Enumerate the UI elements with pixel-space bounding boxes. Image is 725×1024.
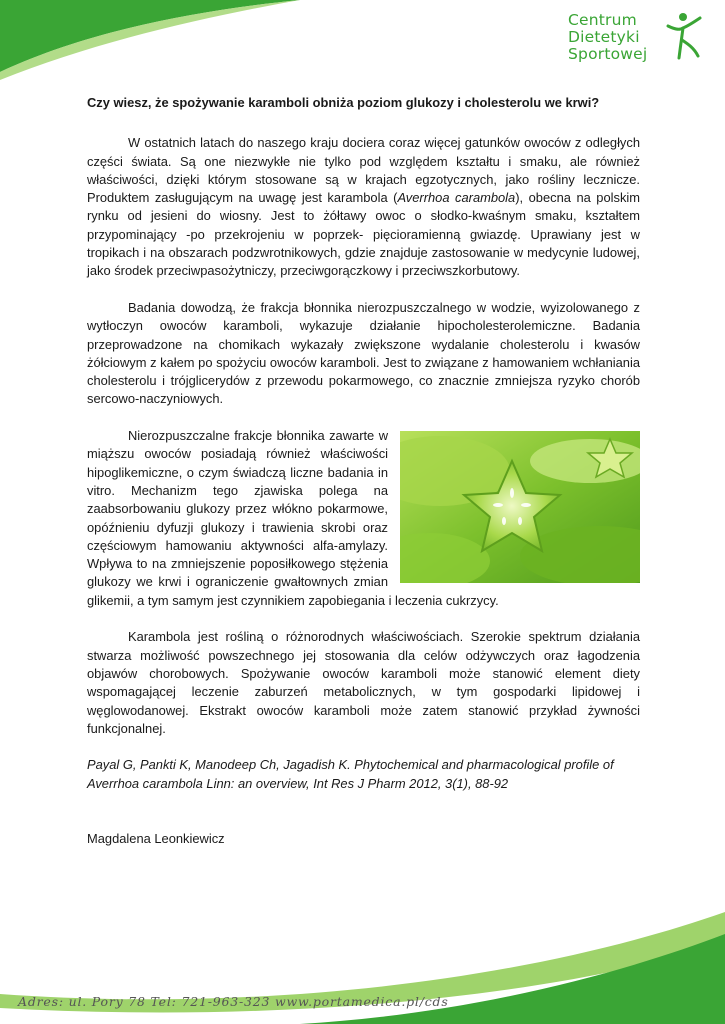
article-title: Czy wiesz, że spożywanie karamboli obniża poziom glukozy i cholesterolu we krwi?: [87, 95, 600, 110]
latin-name: Averrhoa carambola: [397, 190, 516, 206]
logo-line-1: Centrum: [568, 11, 637, 29]
reference-citation: Payal G, Pankti K, Manodeep Ch, Jagadish K. Phytochemical and pharmacological profile of Averrhoa carambola Linn: an overview, Int Res J Pharm 2012, 3(1), 88-92: [87, 757, 614, 791]
author-name: Magdalena Leonkiewicz: [87, 830, 225, 846]
paragraph-1-text-b: ), obecna na polskim rynku od jesieni do wiosny. Jest to żółtawy owoc o słodko-kwaśnym smaku, kształtem przypominający -po przekrojeniu w poprzek- pięcioramienną gwiazdę. Uprawiany jest w tropikach i na obszarach podzwrotnikowych, gdzie znajduje zastosowanie w medycynie ludowej, jako środek przeciwpasożytniczy, przeciwgorączkowy i przeciwszkorbutowy.: [87, 190, 641, 279]
paragraph-1: [87, 134, 640, 280]
logo-line-3: Sportowej: [568, 45, 648, 63]
top-swoosh-decoration: [0, 0, 300, 80]
athlete-figure-icon: [666, 12, 702, 60]
paragraph-2: Badania dowodzą, że frakcja błonnika nierozpuszczalnego w wodzie, wyizolowanego z wytłoczyn owoców karamboli, wykazuje działanie hipocholesterolemiczne. Badania przeprowadzone na chomikach wykazały zwiększone wydalanie cholesterolu i kwasów żółciowym z kałem po spożyciu owoców karamboli. Jest to związane z hamowaniem wchłaniania cholesterolu i trójglicerydów z przewodu pokarmowego, co znacznie zmniejsza ryzyko chorób sercowo-naczyniowych.: [87, 299, 640, 407]
paragraph-1-text-a: W ostatnich latach do naszego kraju dociera coraz więcej gatunków owoców z odległych części świata. Są one niezwykłe nie tylko pod względem kształtu i smaku, ale również właściwości, dzięki którym stosowane są w krajach egzotycznych, jako rośliny lecznicze. Produktem zasługującym na uwagę jest karambola (: [87, 135, 640, 206]
paragraph-4: Karambola jest rośliną o różnorodnych właściwościach. Szerokie spektrum działania stwarza możliwość powszechnego jej stosowania dla celów odżywczych oraz łagodzenia objawów chorobowych. Spożywanie owoców karamboli może stanowić element diety wspomagającej leczenie zaburzeń metabolicznych, w tym gospodarki lipidowej i węglowodanowej. Ekstrakt owoców karamboli może zatem stanowić przykład żywności funkcjonalnej.: [87, 629, 640, 736]
centrum-dietetyki-logo: [568, 12, 708, 72]
footer-address: Adres: ul. Pory 78 Tel: 721-963-323 www.portamedica.pl/cds: [18, 994, 449, 1009]
article-body: [87, 94, 640, 848]
paragraph-3: Nierozpuszczalne frakcje błonnika zawarte w miąższu owoców posiadają również właściwości hipoglikemiczne, o czym świadczą liczne badania in vitro. Mechanizm tego zjawiska polega na zaabsorbowaniu glukozy przez włókno pokarmowe, opóźnieniu dyfuzji glukozy i trawienia skrobi oraz częściowym hamowaniu aktywności alfa-amylazy. Wpływa to na zmniejszenie poposiłkowego stężenia glukozy we krwi i ograniczenie gwałtownych zmian glikemii, a tym samym jest czynnikiem zapobiegania i leczenia cukrzycy.: [87, 428, 499, 608]
starfruit-image: [400, 431, 640, 583]
logo-line-2: Dietetyki: [568, 28, 640, 46]
